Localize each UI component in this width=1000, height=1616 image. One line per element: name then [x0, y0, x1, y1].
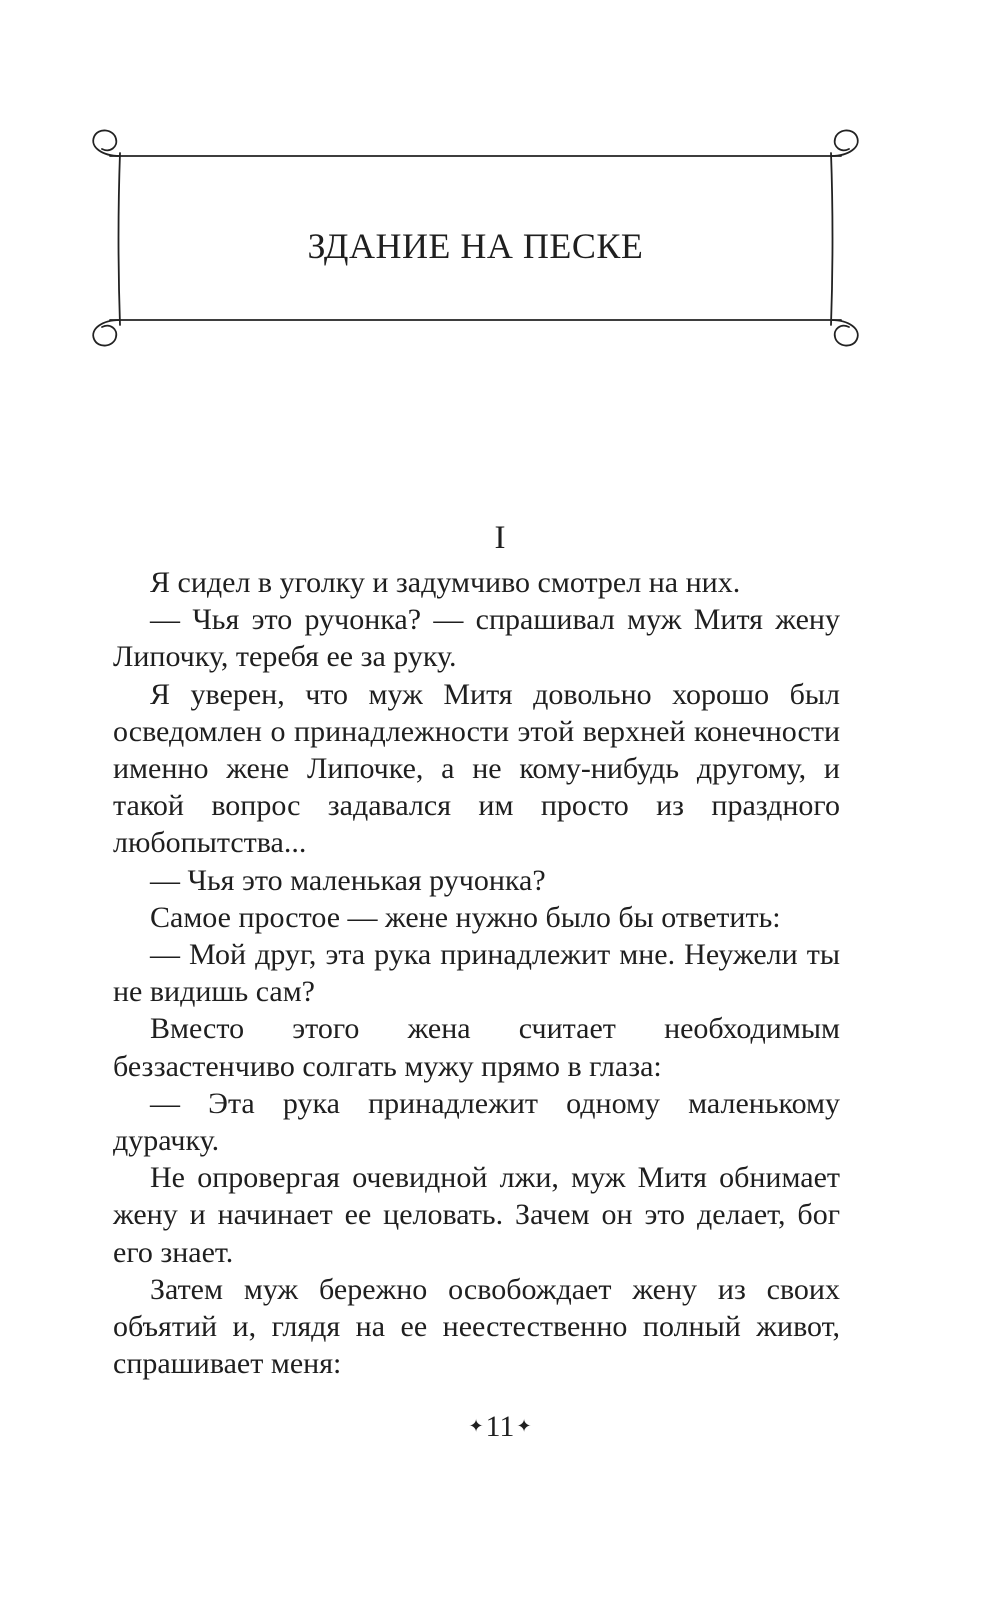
- paragraph: Не опровергая очевидной лжи, муж Митя обнимает жену и начинает ее целовать. Зачем он это делает, бог его знает.: [113, 1161, 840, 1269]
- star-ornament-icon: ✦: [516, 1416, 532, 1436]
- paragraph: Я сидел в уголку и задумчиво смотрел на них.: [150, 566, 741, 599]
- paragraph: Вместо этого жена считает необходимым беззастенчиво солгать мужу прямо в глаза:: [113, 1012, 840, 1083]
- paragraph: — Эта рука принадлежит одному маленькому дурачку.: [113, 1086, 840, 1158]
- section-numeral: I: [494, 520, 506, 556]
- paragraph: Я уверен, что муж Митя довольно хорошо был осведомлен о принадлежности этой верхней конечности именно жене Липочке, а не кому-нибудь другому, и такой вопрос задавался им просто из праздного любопытства...: [113, 677, 840, 860]
- star-ornament-icon: ✦: [468, 1416, 484, 1436]
- paragraph: — Мой друг, эта рука принадлежит мне. Неужели ты не видишь сам?: [113, 938, 840, 1009]
- body-text: [113, 564, 840, 1382]
- paragraph: — Чья это ручонка? — спрашивал муж Митя жену Липочку, теребя ее за руку.: [113, 603, 840, 674]
- page-footer: [0, 1406, 1000, 1447]
- chapter-title: ЗДАНИЕ НА ПЕСКЕ: [307, 226, 644, 266]
- paragraph: Затем муж бережно освобождает жену из своих объятий и, глядя на ее неестественно полный живот, спрашивает меня:: [113, 1272, 840, 1381]
- page-number: 11: [485, 1410, 515, 1443]
- paragraph: Самое простое — жене нужно было бы ответить:: [150, 900, 781, 934]
- paragraph: — Чья это маленькая ручонка?: [150, 863, 546, 897]
